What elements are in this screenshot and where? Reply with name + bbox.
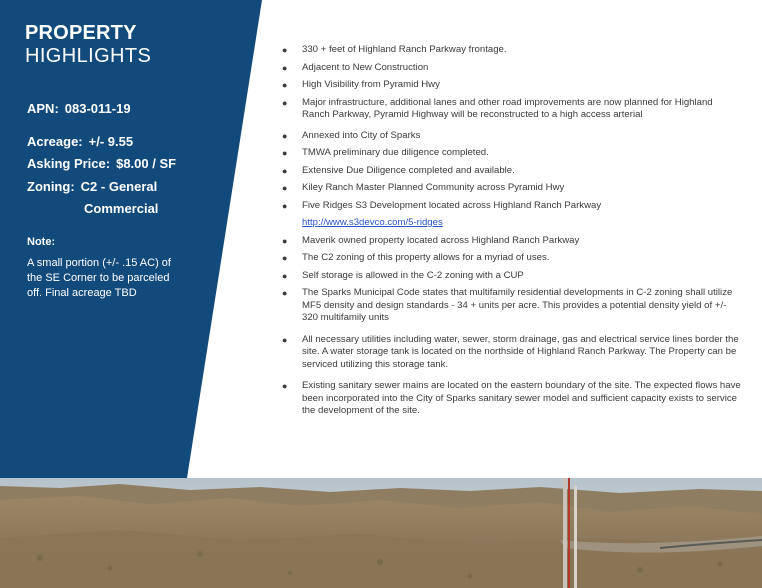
section-title: PROPERTY	[25, 22, 137, 44]
link-item	[282, 217, 742, 230]
note-label: Note:	[27, 236, 56, 248]
asking-price-label: Asking Price:	[27, 156, 111, 171]
property-facts	[27, 98, 176, 221]
bullet-dot-icon: ●	[282, 381, 288, 391]
bullet-dot-icon: ●	[282, 148, 288, 158]
apn-row	[27, 98, 176, 121]
bullet-item: ● Maverik owned property located across Highland Ranch Parkway	[282, 234, 580, 246]
desert-landscape-image	[0, 478, 762, 588]
bullet-item: ● Major infrastructure, additional lanes and other road improvements are now planned for Highland Ranch Parkway, Pyramid Highway will be reconstructed to a high access arterial	[282, 96, 713, 120]
bullet-dot-icon: ●	[282, 165, 288, 176]
bullet-item: ● Existing sanitary sewer mains are located on the eastern boundary of the site. The expected flows have been incorporated into the City of Sparks sanitary sewer model and sufficient capacity exists to service the development of the site.	[282, 380, 741, 416]
bullet-item: ● Adjacent to New Construction	[282, 61, 429, 73]
bullet-item: ● Self storage is allowed in the C-2 zoning with a CUP	[282, 269, 524, 281]
bullet-item: ● All necessary utilities including water, sewer, storm drainage, gas and electrical service lines border the site. A water storage tank is located on the northside of Highland Ranch Parkway. The Property can be serviced utilizing this storage tank.	[282, 333, 739, 370]
bullet-dot-icon: ●	[282, 334, 288, 345]
bullet-item: ● Annexed into City of Sparks	[282, 129, 421, 141]
apn-value: 083-011-19	[64, 101, 131, 116]
bullet-dot-icon: ●	[282, 270, 288, 281]
bullet-item: ● TMWA preliminary due diligence completed.	[282, 147, 489, 158]
bullet-item: ● The C2 zoning of this property allows for a myriad of uses.	[282, 252, 550, 263]
zoning-row	[27, 176, 176, 199]
bullet-dot-icon: ●	[282, 45, 288, 55]
site-photo	[0, 478, 762, 588]
note-text: A small portion (+/- .15 AC) of the SE Corner to be parceled off. Final acreage TBD	[27, 257, 171, 299]
bullet-dot-icon: ●	[282, 97, 288, 108]
bullet-dot-icon: ●	[282, 253, 288, 263]
bullet-item: ● Kiley Ranch Master Planned Community across Pyramid Hwy	[282, 182, 565, 193]
apn-label: APN:	[27, 101, 59, 116]
bullet-item: ● High Visibility from Pyramid Hwy	[282, 79, 440, 90]
zoning-label: Zoning:	[27, 178, 75, 194]
highlights-list	[282, 44, 742, 418]
bullet-dot-icon: ●	[282, 235, 288, 246]
bullet-dot-icon: ●	[282, 62, 288, 73]
s3devco-link[interactable]: http://www.s3devco.com/5-ridges	[302, 217, 443, 228]
bullet-dot-icon: ●	[282, 200, 288, 211]
bullet-dot-icon: ●	[282, 80, 288, 90]
acreage-row	[27, 131, 176, 154]
bullet-item: ● Five Ridges S3 Development located across Highland Ranch Parkway	[282, 199, 602, 211]
bullet-dot-icon: ●	[282, 183, 288, 193]
acreage-value: +/- 9.55	[88, 133, 134, 149]
asking-price-value: $8.00 / SF	[116, 156, 177, 171]
asking-price-row	[27, 153, 176, 176]
zoning-value: C2 - General	[80, 178, 158, 194]
bullet-dot-icon: ●	[282, 130, 288, 141]
zoning-value-continued: Commercial	[84, 201, 159, 216]
acreage-label: Acreage:	[27, 133, 83, 149]
bullet-item: ● 330 + feet of Highland Ranch Parkway frontage.	[282, 44, 507, 55]
section-subtitle: HIGHLIGHTS	[25, 45, 152, 67]
bullet-item: ● The Sparks Municipal Code states that multifamily residential developments in C-2 zoning shall utilize MF5 density and design standards - 34 + units per acre. This provides a potential density yield of +/- 320 multifamily units	[282, 287, 733, 323]
bullet-dot-icon: ●	[282, 288, 288, 298]
bullet-item: ● Extensive Due Diligence completed and available.	[282, 164, 515, 176]
